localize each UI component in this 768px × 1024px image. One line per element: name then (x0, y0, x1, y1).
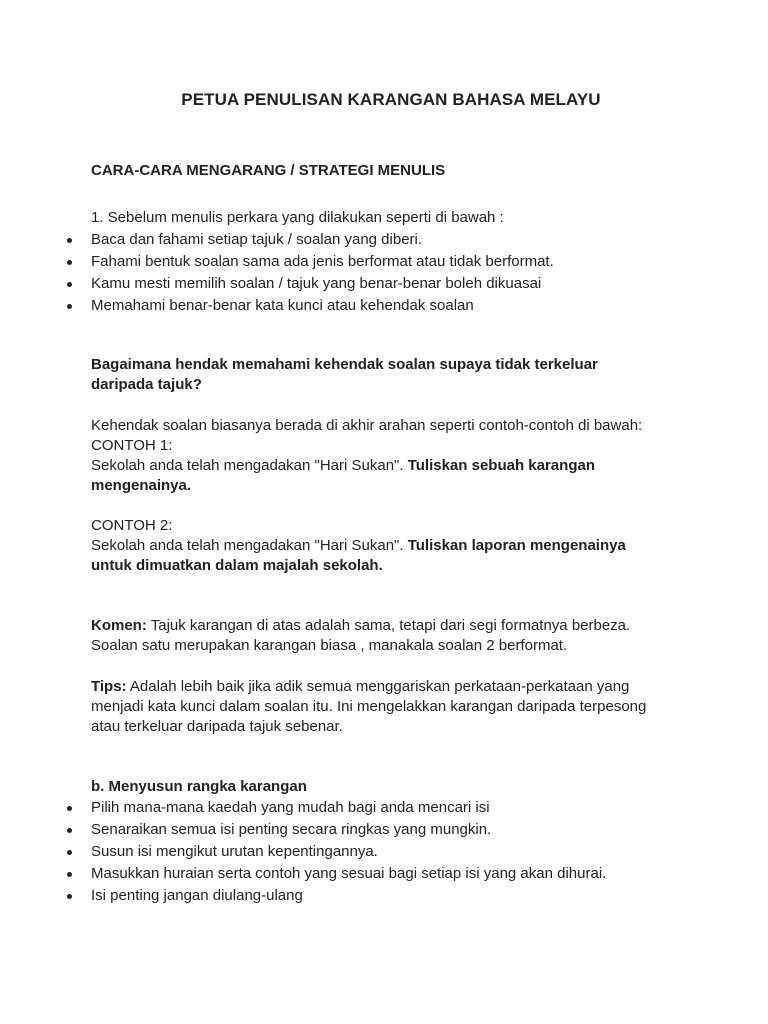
komen-paragraph: Komen: Tajuk karangan di atas adalah sama, tetapi dari segi formatnya berbeza. Soalan satu merupakan karangan biasa , manakala soalan 2 berformat. (91, 617, 631, 654)
tips-label: Tips: (91, 678, 127, 695)
section1-heading: CARA-CARA MENGARANG / STRATEGI MENULIS (91, 162, 446, 179)
example1-label: CONTOH 1: (91, 437, 173, 454)
section1-intro: 1. Sebelum menulis perkara yang dilakukan seperti di bawah : (91, 209, 504, 226)
list-item: Baca dan fahami setiap tajuk / soalan yang diberi. (91, 229, 691, 251)
bullet-icon (67, 872, 72, 877)
section2-heading: b. Menyusun rangka karangan (91, 778, 307, 795)
bullet-icon (67, 304, 72, 309)
list-item: Pilih mana-mana kaedah yang mudah bagi anda mencari isi (91, 797, 691, 819)
bullet-icon (67, 850, 72, 855)
document-title: PETUA PENULISAN KARANGAN BAHASA MELAYU (181, 90, 601, 109)
bullet-icon (67, 260, 72, 265)
bullet-icon (67, 282, 72, 287)
bullet-icon (67, 828, 72, 833)
bullet-icon (67, 238, 72, 243)
example2-text: Sekolah anda telah mengadakan "Hari Sukan". Tuliskan laporan mengenainya (91, 537, 626, 554)
examples-block: Kehendak soalan biasanya berada di akhir arahan seperti contoh-contoh di bawah: CONTOH 1: Sekolah anda telah mengadakan "Hari Sukan". Tuliskan sebuah karangan mengenainya. (91, 416, 691, 496)
example2-block: CONTOH 2: Sekolah anda telah mengadakan "Hari Sukan". Tuliskan laporan mengenainya untuk dimuatkan dalam majalah sekolah. (91, 516, 691, 576)
list-item: Senaraikan semua isi penting secara ringkas yang mungkin. (91, 819, 691, 841)
example2-label: CONTOH 2: (91, 517, 173, 534)
examples-intro: Kehendak soalan biasanya berada di akhir arahan seperti contoh-contoh di bawah: (91, 417, 643, 434)
list-item: Kamu mesti memilih soalan / tajuk yang benar-benar boleh dikuasai (91, 273, 691, 295)
section2-bullet-list (91, 797, 691, 907)
list-item: Isi penting jangan diulang-ulang (91, 885, 691, 907)
bullet-icon (67, 806, 72, 811)
list-item: Masukkan huraian serta contoh yang sesuai bagi setiap isi yang akan dihurai. (91, 863, 691, 885)
tips-paragraph: Tips: Adalah lebih baik jika adik semua menggariskan perkataan-perkataan yang menjadi kata kunci dalam soalan itu. Ini mengelakkan karangan daripada terpesong atau terkeluar daripada tajuk sebenar. (91, 678, 647, 735)
list-item: Memahami benar-benar kata kunci atau kehendak soalan (91, 295, 691, 317)
list-item: Fahami bentuk soalan sama ada jenis berformat atau tidak berformat. (91, 251, 691, 273)
question-heading: Bagaimana hendak memahami kehendak soalan supaya tidak terkeluar daripada tajuk? (91, 356, 598, 393)
example1-text: Sekolah anda telah mengadakan "Hari Sukan". Tuliskan sebuah karangan (91, 457, 595, 474)
komen-label: Komen: (91, 617, 147, 634)
list-item: Susun isi mengikut urutan kepentingannya. (91, 841, 691, 863)
bullet-icon (67, 894, 72, 899)
section1-bullet-list (91, 229, 691, 317)
